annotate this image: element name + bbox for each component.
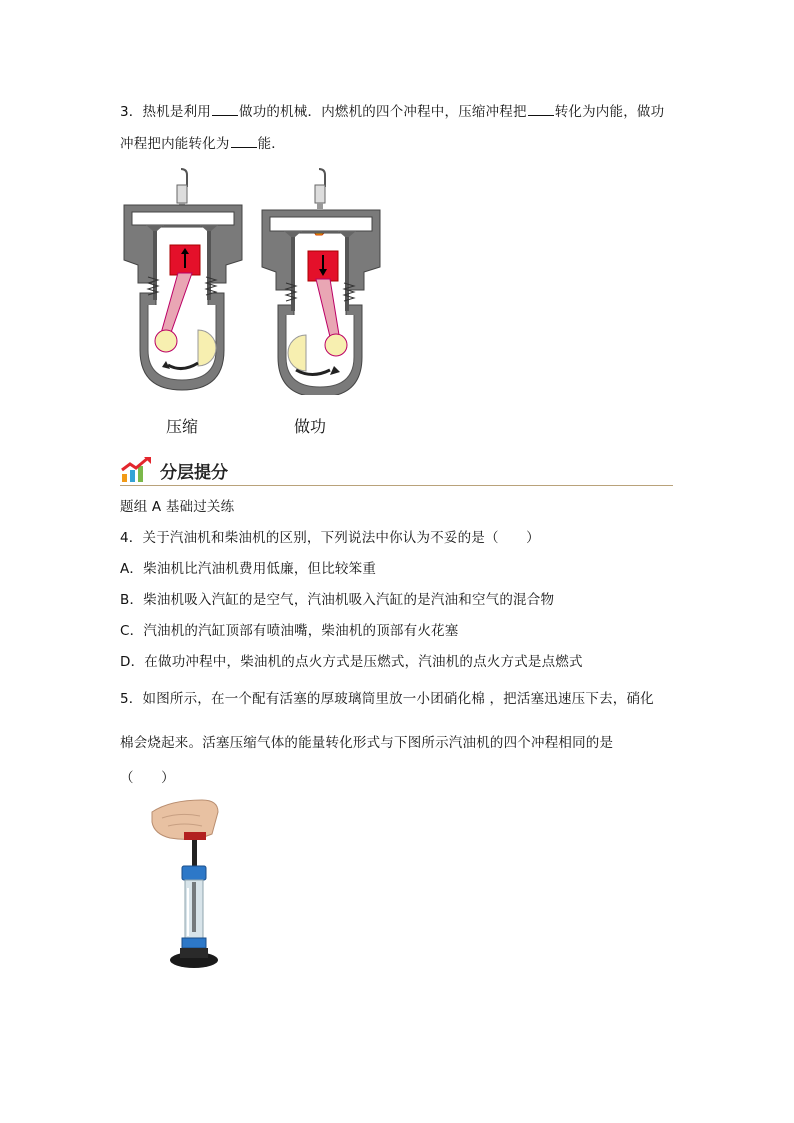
spark-plug-icon [315, 169, 325, 209]
answer-blank [231, 135, 257, 148]
q5-line-2: 棉会烧起来。活塞压缩气体的能量转化形式与下图所示汽油机的四个冲程相同的是 [120, 735, 614, 751]
compression-engine [124, 169, 242, 390]
q5-line-3: （ ） [120, 770, 175, 786]
q4-option-a: A．柴油机比汽油机费用低廉，但比较笨重 [120, 561, 377, 577]
q3-text-b: 做功的机械．内燃机的四个冲程中，压缩冲程把 [239, 104, 527, 120]
left-caption: 压缩 [166, 417, 199, 436]
power-engine [262, 169, 380, 395]
section-title: 分层提分 [160, 463, 228, 483]
q4-stem: 4．关于汽油机和柴油机的区别，下列说法中你认为不妥的是（ ） [120, 530, 540, 546]
fire-syringe-image [140, 798, 230, 973]
growth-chart-icon [120, 456, 154, 484]
q3-text-e: 能． [257, 136, 286, 152]
q3-line-1 [120, 102, 664, 122]
engine-strokes-diagram [118, 165, 398, 395]
right-caption: 做功 [294, 417, 327, 436]
q5-line-1: 5．如图所示，在一个配有活塞的厚玻璃筒里放一小团硝化棉 ，把活塞迅速压下去，硝化 [120, 691, 654, 707]
q3-text-a: 3．热机是利用 [120, 104, 211, 120]
q4-option-b: B．柴油机吸入汽缸的是空气，汽油机吸入汽缸的是汽油和空气的混合物 [120, 592, 555, 608]
section-divider [120, 485, 673, 486]
group-label: 题组 A 基础过关练 [120, 499, 235, 515]
answer-blank [212, 103, 238, 116]
q4-option-d: D．在做功冲程中，柴油机的点火方式是压燃式，汽油机的点火方式是点燃式 [120, 654, 583, 670]
q3-text-c: 转化为内能，做功 [554, 104, 665, 120]
answer-blank [528, 103, 554, 116]
q3-text-d: 冲程把内能转化为 [120, 136, 230, 152]
q3-line-2 [120, 134, 285, 154]
spark-plug-icon [177, 169, 187, 209]
q4-option-c: C．汽油机的汽缸顶部有喷油嘴，柴油机的顶部有火花塞 [120, 623, 459, 639]
